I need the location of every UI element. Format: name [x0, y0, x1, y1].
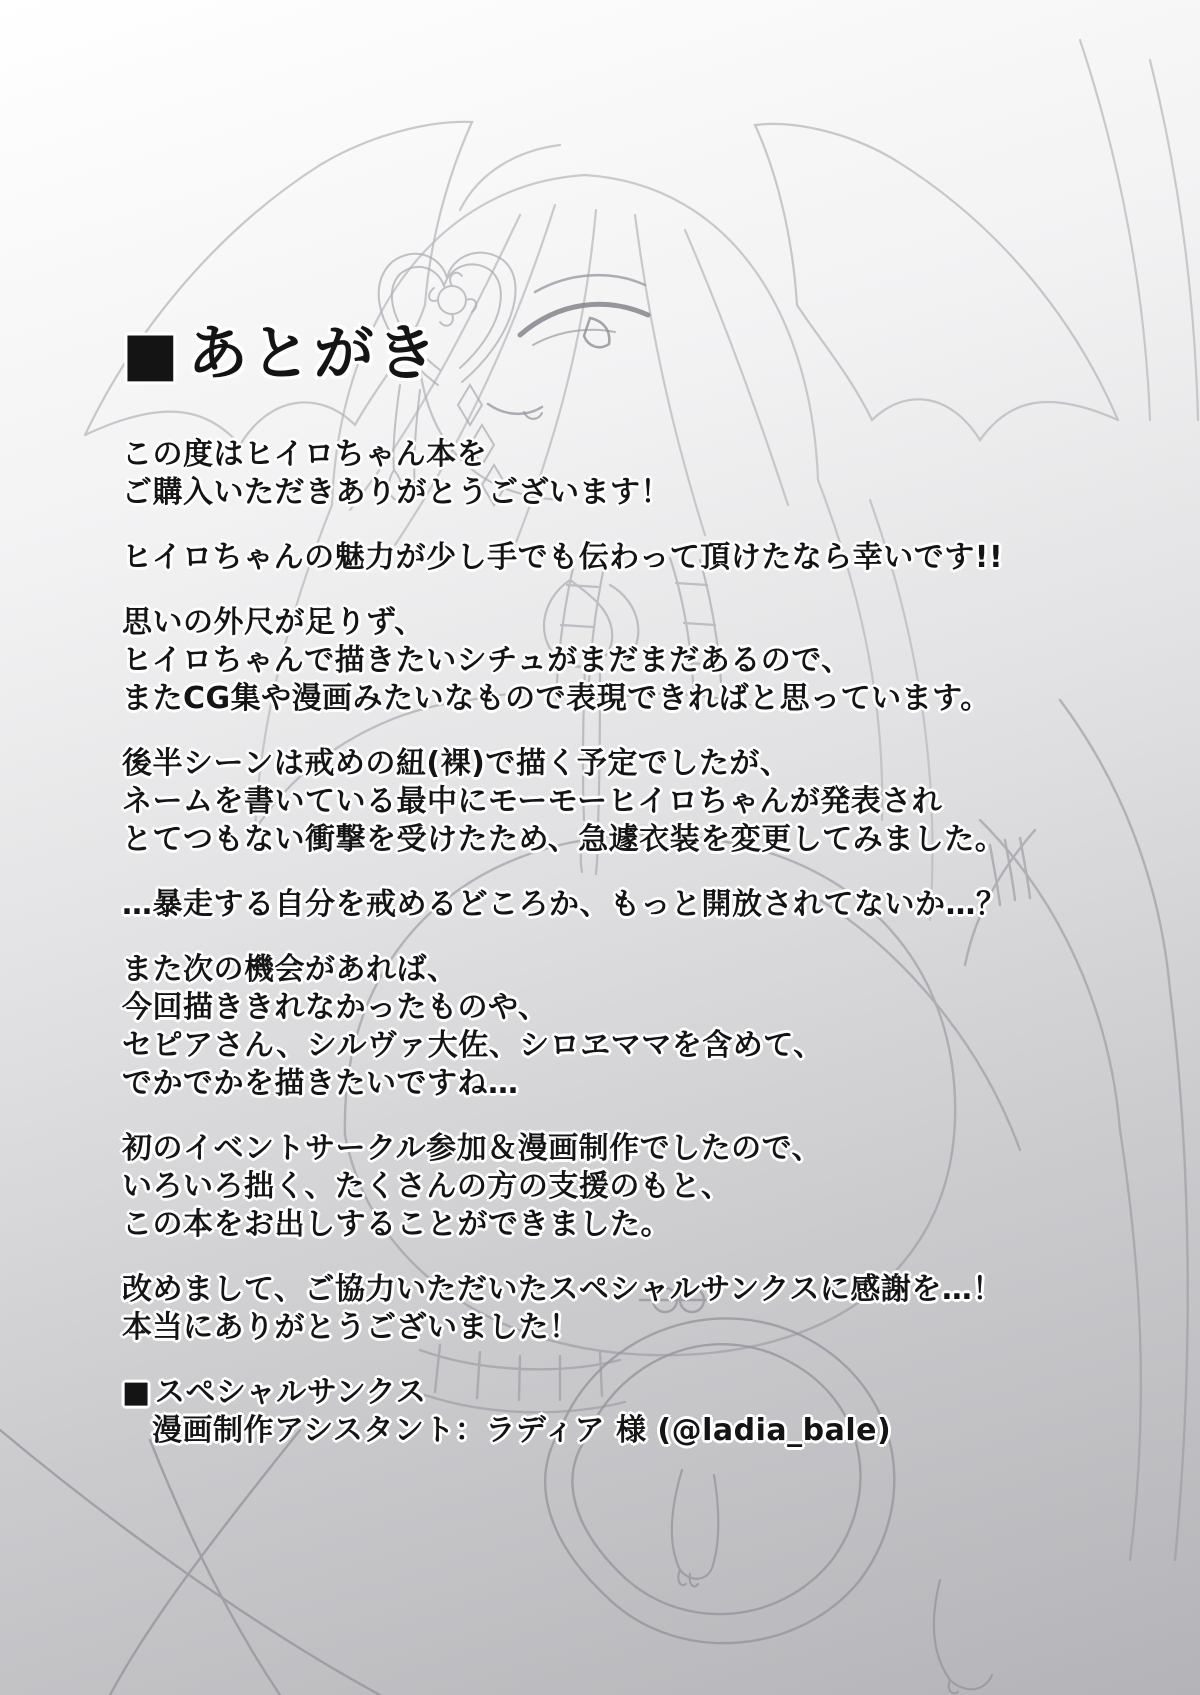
paragraph-more-situations: [122, 604, 1132, 718]
page-title: [122, 318, 1132, 390]
text-line: 初のイベントサークル参加＆漫画制作でしたので、: [122, 1131, 822, 1166]
text-line: 後半シーンは戒めの紐(裸)で描く予定でしたが、: [122, 746, 791, 781]
text-line: また次の機会があれば、: [122, 952, 458, 987]
special-thanks-credit: 漫画制作アシスタント：ラディア 様 (@ladia_bale): [152, 1413, 892, 1448]
thanks-square-marker-icon: ■: [122, 1375, 151, 1410]
text-line: いろいろ拙く、たくさんの方の支援のもと、: [122, 1169, 732, 1204]
text-line: またCG集や漫画みたいなもので表現できればと思っています。: [122, 681, 991, 716]
paragraph-gratitude: [122, 1271, 1132, 1347]
text-line: ご購入いただきありがとうございます！: [122, 475, 671, 510]
paragraph-thanks-purchase: [122, 436, 1132, 512]
text-line: でかでかを描きたいですね…: [122, 1066, 519, 1101]
special-thanks-section: [122, 1374, 1132, 1450]
text-line: ヒイロちゃんで描きたいシチュがまだまだあるので、: [122, 643, 852, 678]
text-line: …暴走する自分を戒めるどころか、もっと開放されてないか…？: [122, 887, 1007, 922]
page-title-text: あとがき: [187, 319, 440, 389]
paragraph-aside: [122, 886, 1132, 924]
text-line: この本をお出しすることができました。: [122, 1207, 671, 1242]
text-line: 思いの外尺が足りず、: [122, 605, 425, 640]
paragraph-next-time: [122, 951, 1132, 1103]
text-line: ヒイロちゃんの魅力が少し手でも伝わって頂けたなら幸いです!!: [122, 540, 1004, 575]
afterword-content: [122, 318, 1132, 1477]
text-line: とてつもない衝撃を受けたため、急遽衣装を変更してみました。: [122, 822, 1006, 857]
special-thanks-heading-text: スペシャルサンクス: [154, 1375, 427, 1410]
text-line: 本当にありがとうございました！: [122, 1310, 580, 1345]
title-square-marker-icon: ■: [122, 319, 182, 389]
paragraph-first-event: [122, 1130, 1132, 1244]
text-line: セピアさん、シルヴァ大佐、シロヱママを含めて、: [122, 1028, 824, 1063]
text-line: この度はヒイロちゃん本を: [122, 437, 488, 472]
text-line: ネームを書いている最中にモーモーヒイロちゃんが発表され: [122, 784, 943, 819]
paragraph-charm: [122, 539, 1132, 577]
sketch-foot: [672, 1470, 992, 1693]
text-line: 今回描ききれなかったものや、: [122, 990, 549, 1025]
paragraph-costume-change: [122, 745, 1132, 859]
special-thanks-heading: [122, 1374, 1132, 1412]
text-line: 改めまして、ご協力いただいたスペシャルサンクスに感謝を…！: [122, 1272, 1003, 1307]
